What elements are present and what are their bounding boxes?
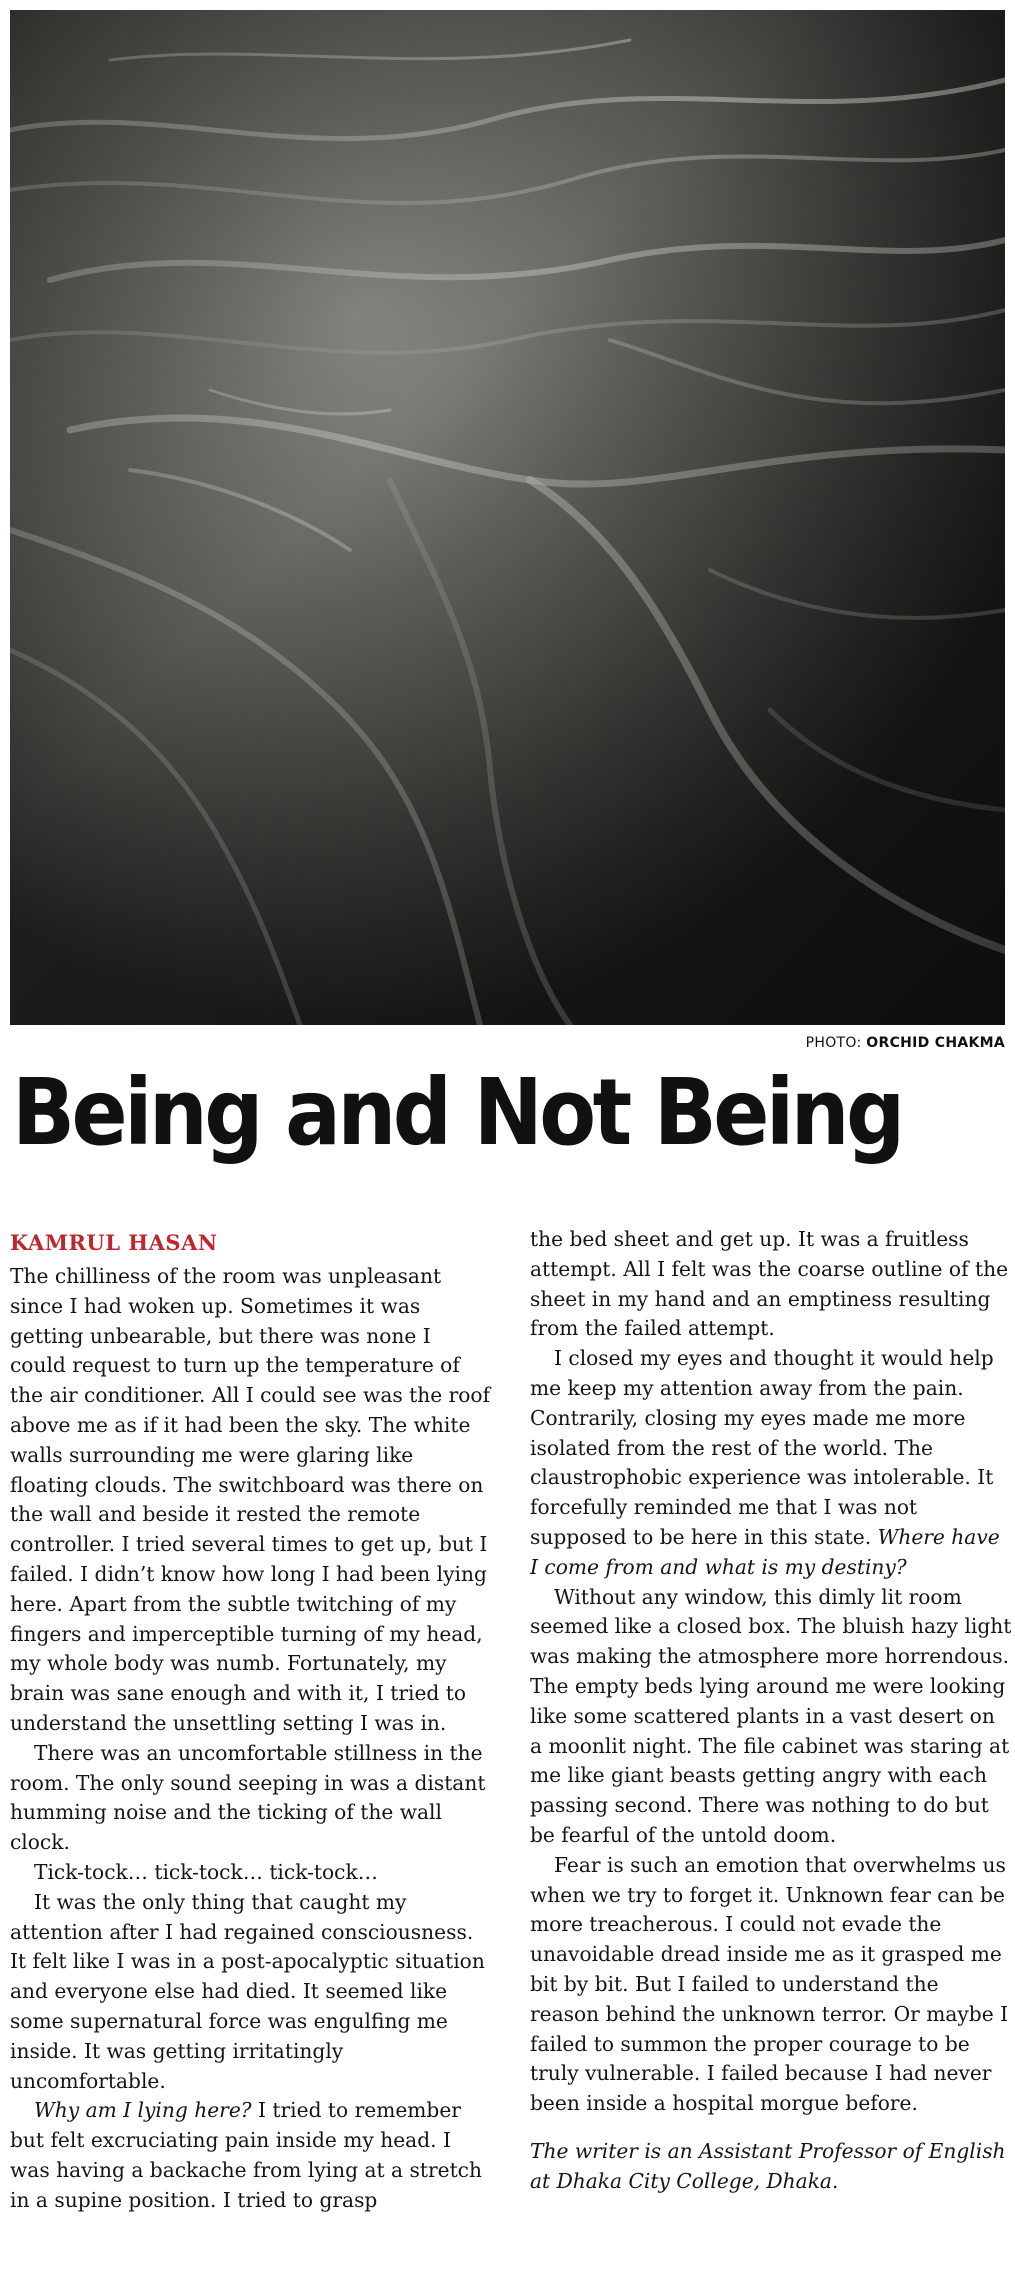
paragraph-1: The chilliness of the room was unpleasant since I had woken up. Sometimes it was getting unbearable, but there was none I could request to turn up the temperature of the air conditioner. All I could see was the roof above me as if it had been the sky. The white walls surrounding me were glaring like floating clouds. The switchboard was there on the wall and beside it rested the remote controller. I tried several times to get up, but I failed. I didn’t know how long I had been lying here. Apart from the subtle twitching of my fingers and imperceptible turning of my head, my whole body was numb. Fortunately, my brain was sane enough and with it, I tried to understand the unsettling setting I was in. — [10, 1264, 491, 1735]
article-headline: Being and Not Being — [12, 1059, 902, 1166]
photo-credit-name: ORCHID CHAKMA — [866, 1035, 1005, 1051]
bedsheet-photo-illustration — [10, 10, 1005, 1025]
paragraph-5-italic: Why am I lying here? — [34, 2098, 252, 2123]
article-column-left — [10, 1228, 492, 2288]
paragraph-4: It was the only thing that caught my attention after I had regained consciousness. It felt like I was in a post-apocalyptic situation and everyone else had died. It seemed like some supernatural force was engulfing me inside. It was getting irritatingly uncomfortable. — [10, 1889, 485, 2093]
paragraph-7: Without any window, this dimly lit room seemed like a closed box. The bluish hazy light was making the atmosphere more horrendous. The empty beds lying around me were looking like some scattered plants in a vast desert on a moonlit night. The file cabinet was staring at me like giant beasts getting angry with each passing second. There was nothing to do but be fearful of the untold doom. — [530, 1584, 1012, 1847]
paragraph-5 — [10, 2096, 492, 2215]
paragraph-6 — [530, 1344, 1012, 1582]
article-photo — [10, 10, 1005, 1025]
paragraph-5-continued: the bed sheet and get up. It was a fruitless attempt. All I felt was the coarse outline of the sheet in my hand and an emptiness resulting from the failed attempt. — [530, 1227, 1009, 1341]
paragraph-3: Tick-tock… tick-tock… tick-tock… — [34, 1859, 378, 1884]
paragraph-6-italic: Where have I come from and what is my destiny? — [530, 1524, 1000, 1579]
author-byline: KAMRUL HASAN — [10, 1230, 218, 1255]
paragraph-5-rest: I tried to remember but felt excruciating pain inside my head. I was having a backache from lying at a stretch in a supine position. I tried to grasp — [10, 2098, 482, 2212]
photo-credit-prefix: PHOTO: — [805, 1035, 862, 1051]
author-note: The writer is an Assistant Professor of English at Dhaka City College, Dhaka. — [530, 2138, 1006, 2193]
article-column-right — [530, 1225, 1012, 2285]
photo-credit — [806, 1035, 1005, 1051]
paragraph-8: Fear is such an emotion that overwhelms us when we try to forget it. Unknown fear can be more treacherous. I could not evade the unavoidable dread inside me as it grasped me bit by bit. But I failed to understand the reason behind the unknown terror. Or maybe I failed to summon the proper courage to be truly vulnerable. I failed because I had never been inside a hospital morgue before. — [530, 1852, 1009, 2116]
paragraph-6-text: I closed my eyes and thought it would help me keep my attention away from the pain. Contrarily, closing my eyes made me more isolated from the rest of the world. The claustrophobic experience was intolerable. It forcefully reminded me that I was not supposed to be here in this state. — [530, 1346, 994, 1549]
paragraph-2: There was an uncomfortable stillness in the room. The only sound seeping in was a distant humming noise and the ticking of the wall clock. — [10, 1740, 486, 1855]
